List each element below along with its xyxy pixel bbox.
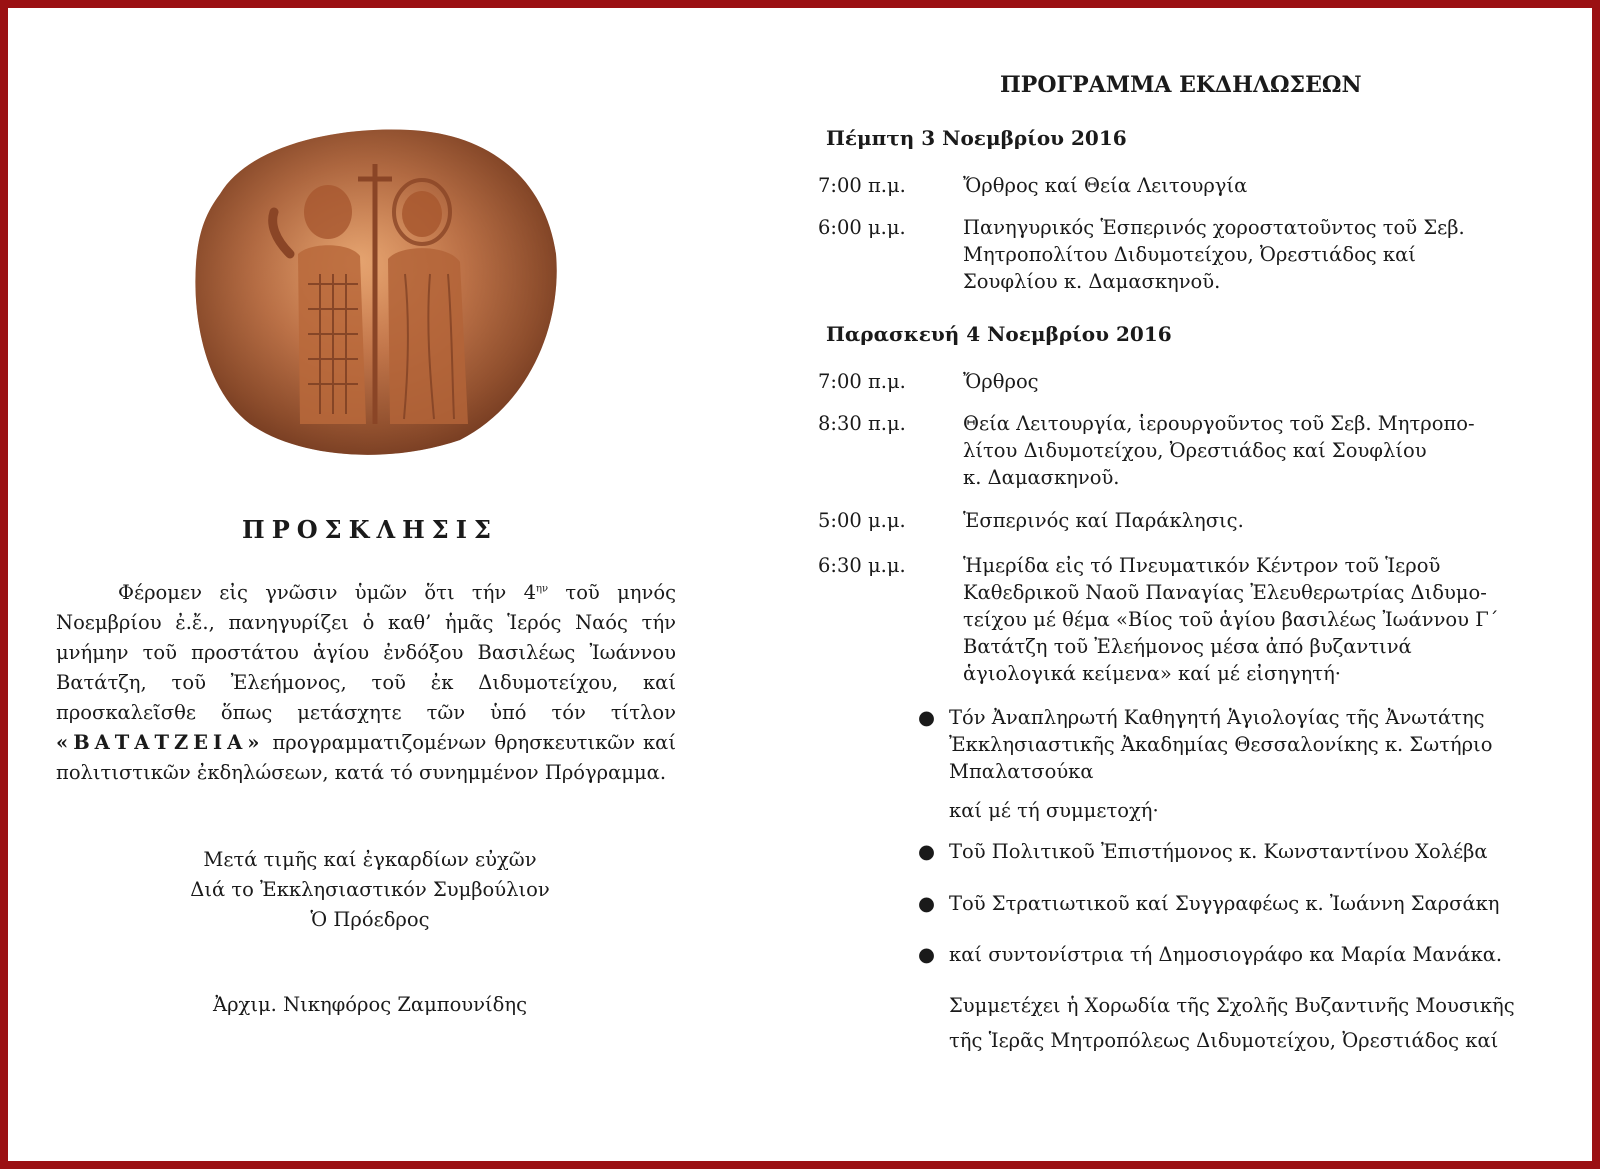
desc-line: Ὄρθρος καί Θεία Λειτουργία	[963, 174, 1248, 197]
desc-line: Καθεδρικοῦ Ναοῦ Παναγίας Ἐλευθερωτρίας Διδυμο-	[963, 581, 1487, 604]
speaker-line: Μπαλατσούκα	[949, 760, 1094, 783]
ordinal-suffix: ην	[536, 583, 549, 595]
festival-name: «ΒΑΤΑΤΖΕΙΑ»	[56, 731, 265, 754]
desc-line: κ. Δαμασκηνοῦ.	[963, 466, 1120, 489]
speaker-line: Τόν Ἀναπληρωτή Καθηγητή Ἁγιολογίας τῆς Ἀνωτάτης	[949, 706, 1485, 729]
desc-line: λίτου Διδυμοτείχου, Ὀρεστιάδος καί Σουφλίου	[963, 439, 1427, 462]
participant-text: Τοῦ Στρατιωτικοῦ καί Συγγραφέως κ. Ἰωάννη Σαρσάκη	[949, 892, 1500, 915]
event-description	[963, 214, 1523, 295]
event-time: 8:30 π.μ.	[818, 412, 906, 435]
choir-line: τῆς Ἱερᾶς Μητροπόλεως Διδυμοτείχου, Ὀρεστιάδος καί	[949, 1029, 1499, 1052]
signature: Ἀρχιμ. Νικηφόρος Ζαμπουνίδης	[212, 993, 528, 1016]
desc-line: Ἡμερίδα εἰς τό Πνευματικόν Κέντρον τοῦ Ἱεροῦ	[963, 554, 1441, 577]
closing-line: Ὁ Πρόεδρος	[310, 908, 430, 931]
closing-line: Διά το Ἐκκλησιαστικόν Συμβούλιον	[190, 878, 550, 901]
day-heading: Πέμπτη 3 Νοεμβρίου 2016	[826, 126, 1127, 150]
speaker-text	[949, 704, 1519, 785]
bullet-dot-icon: ●	[918, 840, 936, 863]
event-description	[963, 507, 1523, 534]
day-heading: Παρασκευή 4 Νοεμβρίου 2016	[826, 322, 1172, 346]
desc-line: Βατάτζη τοῦ Ἐλεήμονος μέσα ἀπό βυζαντινά	[963, 635, 1412, 658]
event-time: 6:30 μ.μ.	[818, 554, 906, 577]
bullet-dot-icon: ●	[918, 706, 936, 729]
event-description	[963, 552, 1523, 687]
event-time: 7:00 π.μ.	[818, 370, 906, 393]
choir-line: Συμμετέχει ἡ Χορωδία τῆς Σχολῆς Βυζαντινῆς Μουσικῆς	[949, 994, 1515, 1017]
desc-line: Πανηγυρικός Ἑσπερινός χοροστατοῦντος τοῦ Σεβ.	[963, 216, 1465, 239]
choir-note	[949, 992, 1519, 1054]
event-description	[963, 172, 1523, 199]
program-title: ΠΡΟΓΡΑΜΜΑ ΕΚΔΗΛΩΣΕΩΝ	[1000, 72, 1362, 98]
invitation-intro: Φέρομεν εἰς γνῶσιν ὑμῶν ὅτι τήν 4	[118, 581, 536, 604]
participant-text: Τοῦ Πολιτικοῦ Ἐπιστήμονος κ. Κωνσταντίνου Χολέβα	[949, 840, 1488, 863]
desc-line: τείχου μέ θέμα «Βίος τοῦ ἁγίου βασιλέως Ἰωάννου Γ΄	[963, 608, 1499, 631]
event-time: 7:00 π.μ.	[818, 174, 906, 197]
desc-line: Ἑσπερινός καί Παράκλησις.	[963, 509, 1244, 532]
desc-line: Ὄρθρος	[963, 370, 1039, 393]
byzantine-coin-image	[190, 124, 560, 460]
desc-line: Σουφλίου κ. Δαμασκηνοῦ.	[963, 270, 1221, 293]
bullet-dot-icon: ●	[918, 892, 936, 915]
invitation-title: ΠΡΟΣΚΛΗΣΙΣ	[242, 515, 498, 544]
closing-block	[60, 845, 680, 935]
event-description	[963, 410, 1523, 491]
event-description	[963, 368, 1523, 395]
desc-line: Μητροπολίτου Διδυμοτείχου, Ὀρεστιάδος καί	[963, 243, 1416, 266]
desc-line: ἁγιολογικά κείμενα» καί μέ εἰσηγητή·	[963, 662, 1341, 685]
closing-line: Μετά τιμῆς καί ἐγκαρδίων εὐχῶν	[203, 848, 537, 871]
invitation-text: τοῦ μηνός Νοεμβρίου ἐ.ἔ., πανηγυρίζει ὁ καθ’ ἡμᾶς Ἱερός Ναός τήν μνήμην τοῦ προστάτου ἁγίου ἐνδόξου Βασιλέως Ἰωάννου Βατάτζη, τοῦ Ἐλεήμονος, τοῦ ἐκ Διδυμοτείχου, καί προσκαλεῖσθε ὅπως μετάσχητε τῶν ὑπό τόν τίτλον	[56, 581, 676, 724]
participant-text: καί συντονίστρια τή Δημοσιογράφο κα Μαρία Μανάκα.	[949, 943, 1503, 966]
invitation-body	[56, 578, 676, 788]
event-time: 6:00 μ.μ.	[818, 216, 906, 239]
desc-line: Θεία Λειτουργία, ἱερουργοῦντος τοῦ Σεβ. Μητροπο-	[963, 412, 1475, 435]
participation-label: καί μέ τή συμμετοχή·	[949, 799, 1159, 822]
bullet-dot-icon: ●	[918, 943, 936, 966]
invitation-end: προγραμματιζομένων θρησκευτικῶν καί πολιτιστικῶν ἐκδηλώσεων, κατά τό συνημμένον Πρόγραμμα.	[56, 731, 676, 784]
event-time: 5:00 μ.μ.	[818, 509, 906, 532]
speaker-line: Ἐκκλησιαστικῆς Ἀκαδημίας Θεσσαλονίκης κ. Σωτήριο	[949, 733, 1493, 756]
